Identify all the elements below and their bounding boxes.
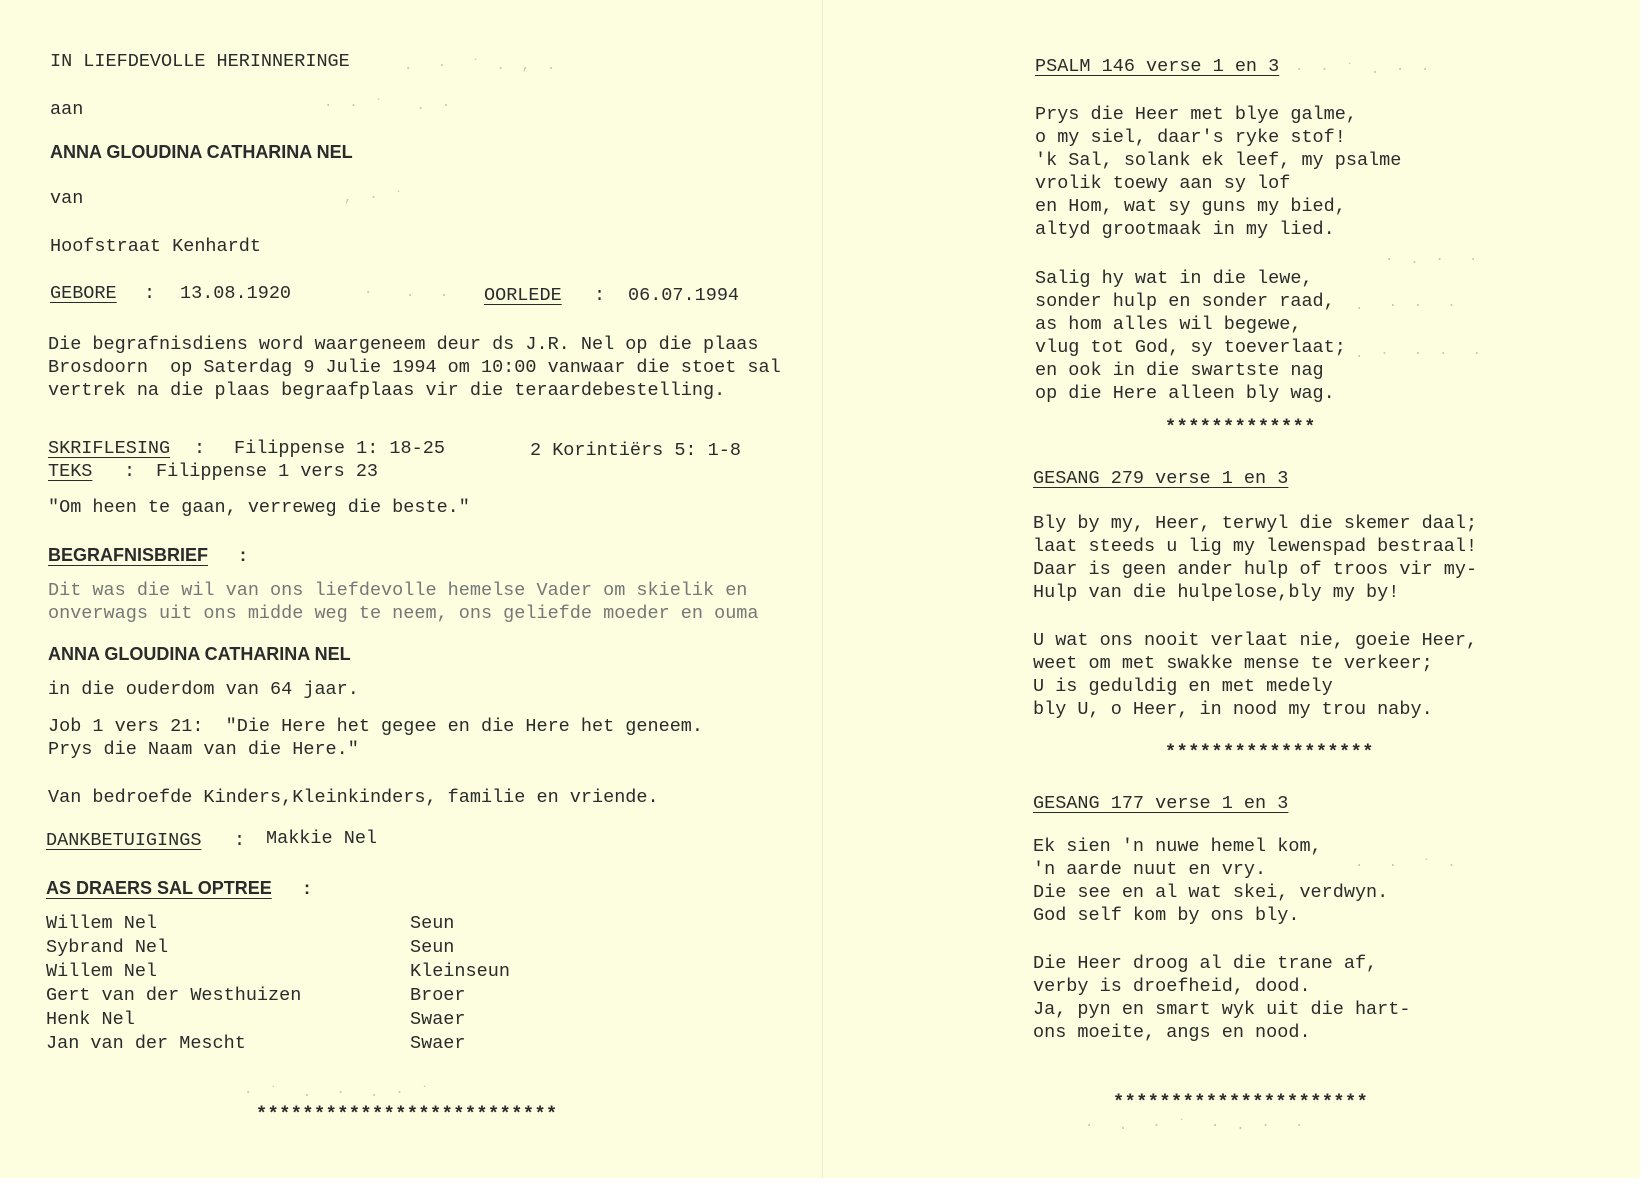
- van-label: van: [50, 188, 84, 209]
- deceased-name-2: ANNA GLOUDINA CATHARINA NEL: [48, 644, 351, 664]
- aan-label: aan: [50, 99, 84, 120]
- verse-line: Die see en al wat skei, verdwyn.: [1033, 882, 1389, 903]
- psalm-title: PSALM 146 verse 1 en 3: [1035, 56, 1280, 77]
- died-date: 06.07.1994: [628, 285, 740, 306]
- bearer-name: Willem Nel: [46, 961, 158, 982]
- paper-speckle: · . .: [364, 285, 449, 301]
- gesang-177-title: GESANG 177 verse 1 en 3: [1033, 793, 1289, 814]
- paper-speckle: · · ˙ . ·: [324, 98, 451, 114]
- from-line: Van bedroefde Kinders,Kleinkinders, familie en vriende.: [48, 787, 659, 808]
- reading-1: Filippense 1: 18-25: [234, 438, 445, 459]
- text-ref: Filippense 1 vers 23: [156, 461, 379, 482]
- paper-speckle: · · ˙ ·: [1355, 858, 1456, 874]
- reading-2: 2 Korintiërs 5: 1-8: [530, 440, 741, 461]
- in-memoriam-heading: IN LIEFDEVOLLE HERINNERINGE: [50, 51, 350, 72]
- bearer-name: Willem Nel: [46, 913, 158, 934]
- paper-speckle: · ˙ . · . · ˙: [244, 1085, 429, 1101]
- verse-line: 'n aarde nuut en vry.: [1033, 859, 1267, 880]
- end-stars: **********************: [1113, 1092, 1369, 1113]
- died-colon: :: [594, 285, 606, 306]
- paper-speckle: · · ˙ . · ·: [1295, 62, 1430, 78]
- verse-line: verby is droefheid, dood.: [1033, 976, 1311, 997]
- verse-line: Bly by my, Heer, terwyl die skemer daal;: [1033, 513, 1478, 534]
- verse-line: en ook in die swartste nag: [1035, 360, 1324, 381]
- verse-line: weet om met swakke mense te verkeer;: [1033, 653, 1433, 674]
- bearer-name: Jan van der Mescht: [46, 1033, 246, 1054]
- bearer-name: Gert van der Westhuizen: [46, 985, 302, 1006]
- page-fold: [822, 0, 823, 1178]
- verse-line: U wat ons nooit verlaat nie, goeie Heer,: [1033, 630, 1478, 651]
- reading-colon: :: [194, 438, 206, 459]
- bearer-relation: Kleinseun: [410, 961, 510, 982]
- bearer-relation: Seun: [410, 937, 455, 958]
- verse-line: en Hom, wat sy guns my bied,: [1035, 196, 1346, 217]
- paper-speckle: , · ˙: [344, 190, 403, 206]
- verse-line: bly U, o Heer, in nood my trou naby.: [1033, 699, 1433, 720]
- died-label: OORLEDE: [484, 285, 562, 306]
- verse-line: Ja, pyn en smart wyk uit die hart-: [1033, 999, 1411, 1020]
- bearers-colon: :: [304, 878, 310, 898]
- bearer-relation: Seun: [410, 913, 455, 934]
- verse-line: ons moeite, angs en nood.: [1033, 1022, 1311, 1043]
- paper-speckle: . · · · ·: [1355, 346, 1482, 362]
- verse-line: Salig hy wat in die lewe,: [1035, 268, 1313, 289]
- thanks-label: DANKBETUIGINGS: [46, 830, 202, 851]
- letter-colon: :: [240, 545, 246, 565]
- letter-line: onverwags uit ons midde weg te neem, ons geliefde moeder en ouma: [48, 603, 759, 624]
- born-colon: :: [144, 283, 156, 304]
- address: Hoofstraat Kenhardt: [50, 236, 261, 257]
- text-colon: :: [124, 461, 136, 482]
- deceased-name: ANNA GLOUDINA CATHARINA NEL: [50, 142, 353, 162]
- verse-line: Hulp van die hulpelose,bly my by!: [1033, 582, 1400, 603]
- letter-label: BEGRAFNISBRIEF: [48, 545, 209, 565]
- verse-line: Prys die Heer met blye galme,: [1035, 104, 1357, 125]
- verse-line: sonder hulp en sonder raad,: [1035, 291, 1335, 312]
- verse-line: U is geduldig en met medely: [1033, 676, 1333, 697]
- verse-line: vlug tot God, sy toeverlaat;: [1035, 337, 1346, 358]
- letter-line: Dit was die wil van ons liefdevolle hemelse Vader om skielik en: [48, 580, 748, 601]
- section-stars: *************: [1165, 417, 1316, 438]
- end-stars: **************************: [256, 1104, 558, 1125]
- thanks-name: Makkie Nel: [266, 828, 378, 849]
- verse-line: op die Here alleen bly wag.: [1035, 383, 1335, 404]
- bearer-name: Sybrand Nel: [46, 937, 169, 958]
- section-stars: ******************: [1165, 742, 1374, 763]
- bearers-label: AS DRAERS SAL OPTREE: [46, 878, 272, 898]
- thanks-colon: :: [234, 830, 246, 851]
- age-line: in die ouderdom van 64 jaar.: [48, 679, 359, 700]
- verse-line: 'k Sal, solank ek leef, my psalme: [1035, 150, 1402, 171]
- born-date: 13.08.1920: [180, 283, 292, 304]
- verse-line: o my siel, daar's ryke stof!: [1035, 127, 1346, 148]
- quote: "Om heen te gaan, verreweg die beste.": [48, 497, 470, 518]
- reading-label: SKRIFLESING: [48, 438, 171, 459]
- paper-speckle: · . · ˙ · . · ·: [1085, 1118, 1304, 1134]
- service-line: Brosdoorn op Saterdag 9 Julie 1994 om 10:00 vanwaar die stoet sal: [48, 357, 781, 378]
- bearer-relation: Broer: [410, 985, 466, 1006]
- bearer-name: Henk Nel: [46, 1009, 135, 1030]
- job-line: Job 1 vers 21: "Die Here het gegee en die Here het geneem.: [48, 716, 704, 737]
- verse-line: Daar is geen ander hulp of troos vir my-: [1033, 559, 1478, 580]
- text-label: TEKS: [48, 461, 93, 482]
- paper-speckle: . · ˙ . , .: [404, 58, 556, 74]
- verse-line: altyd grootmaak in my lied.: [1035, 219, 1335, 240]
- bearer-relation: Swaer: [410, 1033, 466, 1054]
- paper-speckle: . · · ·: [1355, 298, 1456, 314]
- verse-line: as hom alles wil begewe,: [1035, 314, 1302, 335]
- verse-line: laat steeds u lig my lewenspad bestraal!: [1033, 536, 1478, 557]
- born-label: GEBORE: [50, 283, 117, 304]
- verse-line: vrolik toewy aan sy lof: [1035, 173, 1291, 194]
- verse-line: Die Heer droog al die trane af,: [1033, 953, 1378, 974]
- job-line: Prys die Naam van die Here.": [48, 739, 359, 760]
- paper-speckle: · . · ·: [1385, 252, 1478, 268]
- verse-line: Ek sien 'n nuwe hemel kom,: [1033, 836, 1322, 857]
- gesang-279-title: GESANG 279 verse 1 en 3: [1033, 468, 1289, 489]
- service-line: vertrek na die plaas begraafplaas vir die teraardebestelling.: [48, 380, 726, 401]
- bearer-relation: Swaer: [410, 1009, 466, 1030]
- service-line: Die begrafnisdiens word waargeneem deur ds J.R. Nel op die plaas: [48, 334, 759, 355]
- verse-line: God self kom by ons bly.: [1033, 905, 1300, 926]
